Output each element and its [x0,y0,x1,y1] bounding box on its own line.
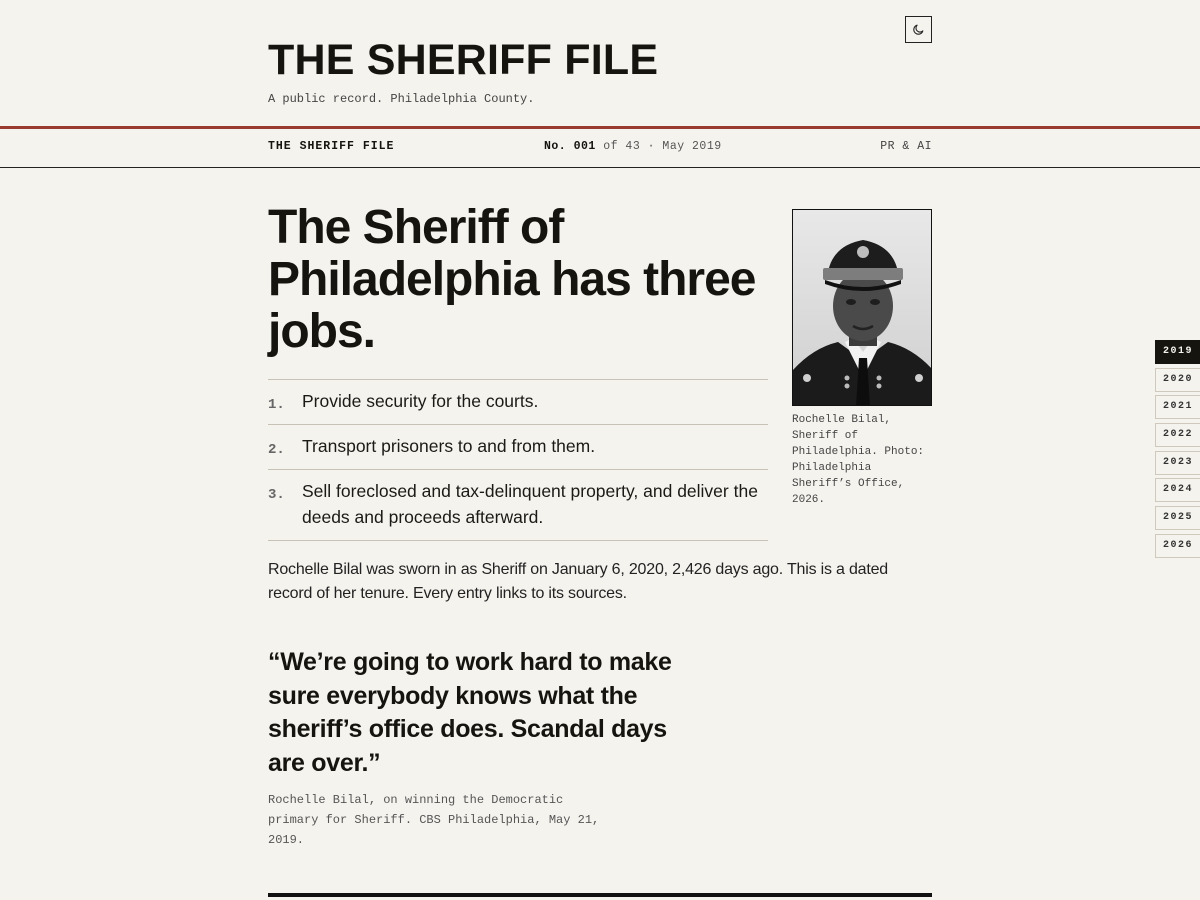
site-tagline: A public record. Philadelphia County. [268,92,535,106]
list-item [268,470,768,541]
article-headline: The Sheriff of Philadelphia has three jobs. [268,201,756,358]
list-item-number: 2. [268,442,285,458]
portrait-image [793,210,932,406]
year-link-2025[interactable]: 2025 [1155,506,1200,530]
year-link-2019[interactable]: 2019 [1155,340,1200,364]
issue-bar [0,129,1200,168]
publication-name[interactable]: THE SHERIFF FILE [268,140,395,153]
list-item-text: Sell foreclosed and tax-delinquent property, and deliver the deeds and proceeds afterward. [302,481,758,527]
issue-info [544,140,722,153]
list-item-text: Provide security for the courts. [302,391,539,411]
year-link-2023[interactable]: 2023 [1155,451,1200,475]
section-link[interactable]: PR & AI [880,140,932,153]
year-link-2022[interactable]: 2022 [1155,423,1200,447]
list-item-number: 3. [268,487,285,503]
year-link-2021[interactable]: 2021 [1155,395,1200,419]
jobs-list [268,379,768,541]
issue-number: No. 001 [544,140,596,153]
section-divider [268,893,932,897]
year-nav [1155,340,1200,562]
sheriff-portrait [792,209,932,406]
list-item [268,425,768,470]
list-item-number: 1. [268,397,285,413]
portrait-caption: Rochelle Bilal, Sheriff of Philadelphia. Photo: Philadelphia Sheriff’s Office, 2026. [792,414,925,506]
masthead [0,0,1200,126]
pull-quote: “We’re going to work hard to make sure everybody knows what the sheriff’s office does. Scandal days are over.” [268,648,672,777]
site-title[interactable]: THE SHERIFF FILE [268,36,659,84]
theme-toggle-button[interactable] [905,16,932,43]
issue-date: of 43 · May 2019 [603,140,722,153]
year-link-2024[interactable]: 2024 [1155,478,1200,502]
moon-icon [912,23,925,36]
year-link-2020[interactable]: 2020 [1155,368,1200,392]
intro-paragraph: Rochelle Bilal was sworn in as Sheriff on January 6, 2020, 2,426 days ago. This is a dated record of her tenure. Every entry links to its sources. [268,561,889,602]
list-item [268,380,768,425]
year-link-2026[interactable]: 2026 [1155,534,1200,558]
list-item-text: Transport prisoners to and from them. [302,436,596,456]
quote-attribution: Rochelle Bilal, on winning the Democratic primary for Sheriff. CBS Philadelphia, May 21, 2019. [268,793,600,847]
